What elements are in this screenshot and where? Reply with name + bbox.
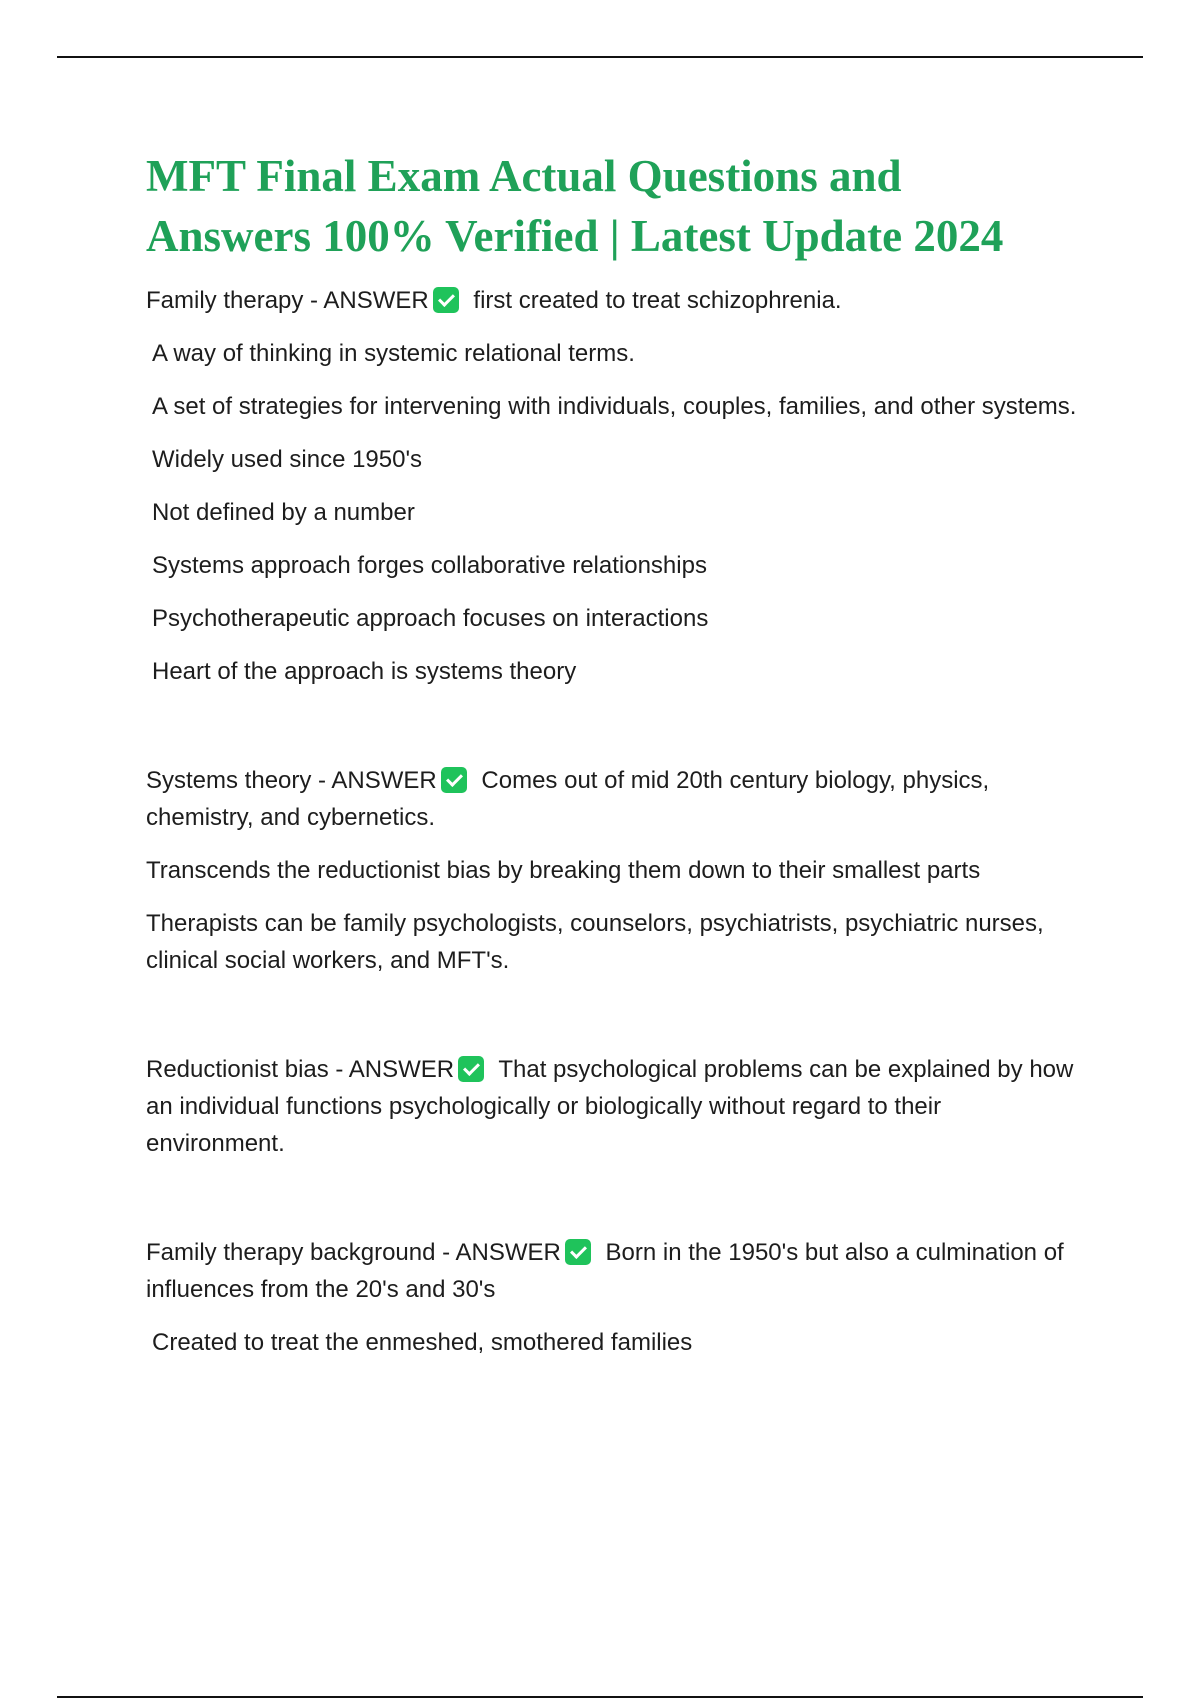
page-title xyxy=(146,146,1081,266)
qa-answer: first created to treat schizophrenia. xyxy=(473,287,842,314)
qa-question xyxy=(146,1051,1081,1162)
qa-entry-family-therapy xyxy=(146,282,1081,690)
check-mark-icon xyxy=(565,1239,591,1265)
qa-detail: Transcends the reductionist bias by breaking them down to their smallest parts xyxy=(146,857,981,884)
qa-term: Reductionist bias - ANSWER xyxy=(146,1056,455,1083)
qa-entry-reductionist-bias xyxy=(146,1051,1081,1162)
qa-entry-systems-theory xyxy=(146,762,1081,979)
qa-question xyxy=(146,282,1081,319)
qa-detail: Not defined by a number xyxy=(152,499,415,526)
document-body xyxy=(146,146,1081,1377)
qa-entry-family-therapy-background xyxy=(146,1234,1081,1361)
check-mark-icon xyxy=(433,287,459,313)
qa-term: Family therapy background - ANSWER xyxy=(146,1239,561,1266)
qa-detail: Therapists can be family psychologists, counselors, psychiatrists, psychiatric nurses, clinical social workers, and MFT's. xyxy=(146,910,1044,974)
qa-detail: Created to treat the enmeshed, smothered families xyxy=(152,1329,693,1356)
check-mark-icon xyxy=(441,767,467,793)
qa-detail: A set of strategies for intervening with individuals, couples, families, and other systems. xyxy=(152,393,1077,420)
bottom-rule xyxy=(57,1696,1143,1698)
check-mark-icon xyxy=(458,1056,484,1082)
qa-answer: Comes out of mid 20th century biology, physics, chemistry, and cybernetics. xyxy=(146,767,990,831)
qa-answer: That psychological problems can be explained by how an individual functions psychologically or biologically without regard to their environment. xyxy=(146,1056,1074,1157)
qa-detail: Psychotherapeutic approach focuses on interactions xyxy=(152,605,709,632)
qa-answer: Born in the 1950's but also a culmination of influences from the 20's and 30's xyxy=(146,1239,1064,1303)
page-title-line-1: MFT Final Exam Actual Questions and xyxy=(146,151,902,201)
qa-question xyxy=(146,1234,1081,1308)
qa-detail: Heart of the approach is systems theory xyxy=(152,658,577,685)
top-rule xyxy=(57,56,1143,58)
qa-term: Family therapy - ANSWER xyxy=(146,287,429,314)
qa-question xyxy=(146,762,1081,836)
qa-detail: Widely used since 1950's xyxy=(152,446,423,473)
page-title-line-2: Answers 100% Verified | Latest Update 2024 xyxy=(146,211,1004,261)
qa-detail: A way of thinking in systemic relational terms. xyxy=(152,340,635,367)
qa-term: Systems theory - ANSWER xyxy=(146,767,437,794)
qa-detail: Systems approach forges collaborative relationships xyxy=(152,552,707,579)
